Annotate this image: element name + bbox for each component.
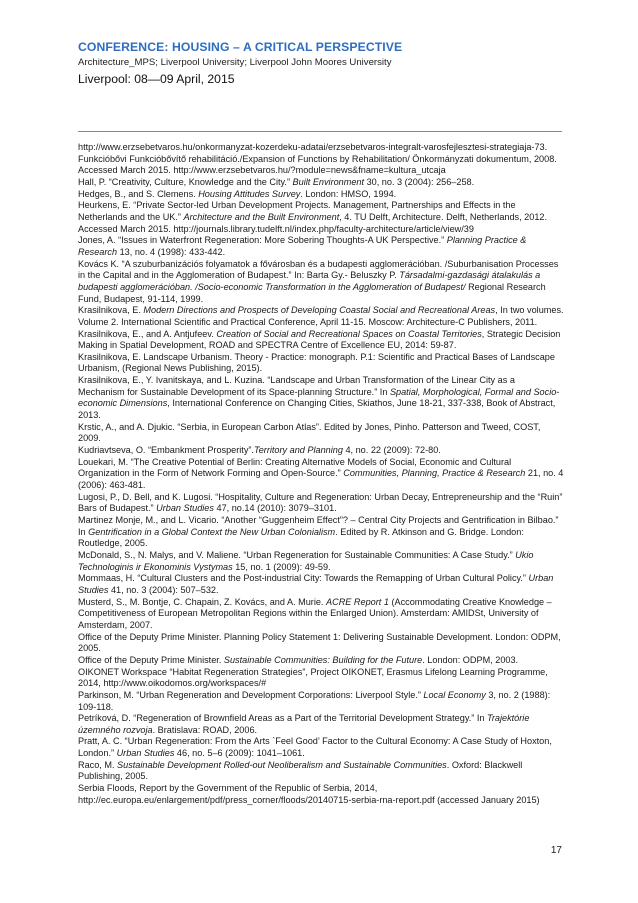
reference-text: , In two volumes. Volume 2. International Scientific and Practical Conference, April 11-15. Moscow: Architecture-C Publishers, 2011. [78,305,564,327]
reference-text: Musterd, S., M. Bontje, C. Chapain, Z. Kovács, and A. Murie. [78,596,327,607]
reference-text: Lugosi, P., D. Bell, and K. Lugosi. “Hospitality, Culture and Regeneration: Urban Decay, Entrepreneurship and the “Ruin” Bars of Budapest.” [78,491,563,514]
reference-item [78,515,564,550]
reference-text: Louekari, M. “The Creative Potential of Berlin: Creating Alternative Models of Social, Economic and Cultural Organization in the Form of Network Forming and Open-Source.” [78,456,512,479]
reference-text: Mommaas, H. “Cultural Clusters and the Post-industrial City: Towards the Remapping of Urban Cultural Policy.” [78,573,529,584]
reference-text: Krasilnikova, E. Landscape Urbanism. Theory - Practice: monograph. P.1: Scientific and Practical Bases of Landscape Urbanism, (Regional News Publishing, 2015). [78,351,555,374]
reference-item [78,783,564,806]
reference-title: Architecture and the Built Environment [183,211,340,222]
reference-item [78,259,564,306]
reference-text: 15, no. 1 (2009): 49-59. [232,561,331,572]
reference-item [78,655,564,667]
reference-item [78,189,564,201]
reference-item [78,457,564,492]
reference-text: Kovács K. “A szuburbanizációs folyamatok a fővárosban és a budapesti agglomerációban. /Suburbanisation Processes in the Capital and in the Agglomeration of Budapest.” In: Barta Gy.- Beluszky P. [78,258,559,281]
reference-item [78,422,564,445]
reference-text: Office of the Deputy Prime Minister. [78,654,224,665]
reference-text: Hall, P. “Creativity, Culture, Knowledge and the City.” [78,176,293,187]
reference-text: 30, no. 3 (2004): 256–258. [364,176,475,187]
reference-text: http://www.erzsebetvaros.hu/onkormanyzat-kozerdeku-adatai/erzsebetvaros-integralt-varosfejlesztesi-strategiaja-73. [78,142,548,152]
reference-text: Funkcióbővi Funkcióbővítő rehabilitáció./Expansion of Functions by Rehabilitation/ Önkormányzati dokumentum, 2008. Accessed March 2015. http://www.erzsebetvaros.hu/?module=news&fname=kultura_utcaja [78,153,557,176]
page-number: 17 [550,845,562,856]
affiliations: Architecture_MPS; Liverpool University; Liverpool John Moores University [78,57,392,68]
reference-text: 47, no.14 (2010): 3079–3101. [213,503,337,514]
conference-dates: Liverpool: 08—09 April, 2015 [78,72,235,86]
reference-text: . Oxford: Blackwell Publishing, 2005. [78,759,523,782]
reference-text: . London: HMSO, 1994. [300,188,397,199]
reference-text: 4, no. 22 (2009): 72-80. [342,445,441,456]
reference-text: Heurkens, E. “Private Sector-led Urban Development Projects. Management, Partnerships and Effects in the Netherlands and the UK.” [78,200,516,222]
reference-title: Sustainable Development Rolled-out Neoliberalism and Sustainable Communities [117,759,447,770]
reference-text: Raco, M. [78,759,118,770]
reference-text: Petríková, D. “Regeneration of Brownfield Areas as a Part of the Territorial Development Strategy.” In [78,713,487,724]
reference-text: Krasilnikova, E., and A. Antjufeev. [78,328,217,339]
reference-item [78,573,564,596]
reference-title: Urban Studies [78,573,554,595]
reference-text: McDonald, S., N. Malys, and V. Maliene. “Urban Regeneration for Sustainable Communities: A Case Study.” [78,549,516,560]
reference-item [78,154,564,177]
reference-title: Trajektórie územného rozvoja [78,713,530,735]
reference-text: Serbia Floods, Report by the Government of the Republic of Serbia, 2014, http://ec.europa.eu/enlargement/pdf/press_corner/floods/20140715-serbia-rna-report.pdf (accessed January 2015) [78,783,540,805]
reference-text: OIKONET Workspace “Habitat Regeneration Strategies”, Project OIKONET, Erasmus Lifelong Learning Programme, 2014, http://www.oikodomos.org/workspaces/# [78,666,548,689]
reference-item [78,713,564,736]
reference-item [78,492,564,515]
reference-text: Regional Research Fund, Budapest, 91-114, 1999. [78,281,546,304]
reference-item [78,690,564,713]
reference-title: Ukio Technologinis ir Ekonominis Vystymas [78,549,534,572]
reference-text: . Edited by R. Atkinson and G. Bridge. London: Routledge, 2005. [78,526,524,549]
reference-text: Krasilnikova, E., Y. Ivanitskaya, and L. Kuzina. “Landscape and Urban Transformation of the Linear City as a Mechanism for Sustainable Development of its Space-planning Structure.” In [78,375,515,397]
reference-title: Urban Studies [156,503,214,514]
reference-title: Built Environment [292,176,365,187]
reference-text: Krasilnikova, E. [78,305,144,316]
reference-title: Modern Directions and Prospects of Developing Coastal Social and Recreational Areas [143,305,496,316]
reference-text: , 4. TU Delft, Architecture. Delft, Netherlands, 2012. Accessed March 2015. http://journals.library.tudelft.nl/index.php/faculty-architecture/article/view/39 [78,211,548,234]
reference-title: Housing Attitudes Survey [198,188,301,199]
reference-text: 46, no. 5–6 (2009): 1041–1061. [174,748,305,759]
reference-item [78,632,564,655]
reference-text: (Accommodating Creative Knowledge – Competitiveness of European Metropolitan Regions within the Enlarged Union). Amsterdam: AMIDSt, University of Amsterdam, 2007. [78,596,552,630]
reference-title: Local Economy [423,689,486,700]
header-divider [78,131,562,132]
conference-title: CONFERENCE: HOUSING – A CRITICAL PERSPECTIVE [78,40,403,54]
reference-title: Planning Practice & Research [78,235,527,257]
reference-title: ACRE Report 1 [326,596,389,607]
reference-text: Pratt, A. C. “Urban Regeneration: From the Arts `Feel Good’ Factor to the Cultural Economy: A Case Study of Hoxton, London.” [78,736,552,759]
reference-item [78,375,564,422]
reference-title: Creation of Social and Recreational Spaces on Coastal Territories [216,328,482,339]
reference-item [78,305,564,328]
reference-item [78,142,564,154]
reference-item [78,235,564,258]
reference-text: , Strategic Decision Making in Spatial Development, ROAD and SPECTRA Centre of Excellence EU, 2014: 59-87. [78,328,561,351]
reference-text: Jones, A. “Issues in Waterfront Regeneration: More Sobering Thoughts-A UK Perspective.” [78,235,447,246]
reference-text: Hedges, B., and S. Clemens. [78,188,199,199]
reference-item [78,550,564,573]
reference-title: Urban Studies [116,748,175,759]
reference-item [78,352,564,375]
reference-title: Sustainable Communities: Building for the Future [223,654,423,665]
reference-text: Parkinson, M. “Urban Regeneration and Development Corporations: Liverpool Style.” [78,689,424,700]
reference-text: . London: ODPM, 2003. [422,654,519,665]
reference-item [78,445,564,457]
reference-title: Communities, Planning, Practice & Research [343,468,526,479]
reference-item [78,760,564,783]
reference-text: , International Conference on Changing Cities, Skiathos, June 18-21, 337-338, Book of Abstract, 2013. [78,398,556,421]
reference-title: Territory and Planning [253,445,343,456]
reference-text: Krstic, A., and A. Djukic. “Serbia, in European Carbon Atlas”. Edited by Jones, Pinho. Patterson and Tweed, COST, 2009. [78,421,541,444]
reference-text: 41, no. 3 (2004): 507–532. [108,584,219,595]
reference-text: 13, no. 4 (1998): 433-442. [117,246,226,257]
reference-text: . Bratislava: ROAD, 2006. [152,724,258,735]
reference-text: Martinez Monje, M., and L. Vicario. “Another “Guggenheim Effect”? – Central City Projects and Gentrification in Bilbao.” In [78,515,559,537]
reference-item [78,667,564,690]
reference-list [78,142,564,806]
reference-text: Kudriavtseva, O. “Embankment Prosperity”. [78,445,254,456]
reference-item [78,597,564,632]
page-header [78,40,568,87]
reference-text: 21, no. 4 (2006): 463-481. [78,468,564,491]
reference-title: Spatial, Morphological, Formal and Socio-economic Dimensions [78,386,560,409]
reference-text: Office of the Deputy Prime Minister. Planning Policy Statement 1: Delivering Sustainable Development. London: ODPM, 2005. [78,631,561,654]
reference-item [78,200,564,235]
reference-title: Társadalmi-gazdasági átalakulás a budapesti agglomerációban. /Socio-economic Transformation in the Agglomeration of Budapest/ [78,270,541,292]
reference-text: 3, no. 2 (1988): 109-118. [78,689,551,712]
reference-item [78,736,564,759]
reference-item [78,329,564,352]
reference-item [78,177,564,189]
reference-title: Gentrification in a Global Context the New Urban Colonialism [88,526,336,537]
